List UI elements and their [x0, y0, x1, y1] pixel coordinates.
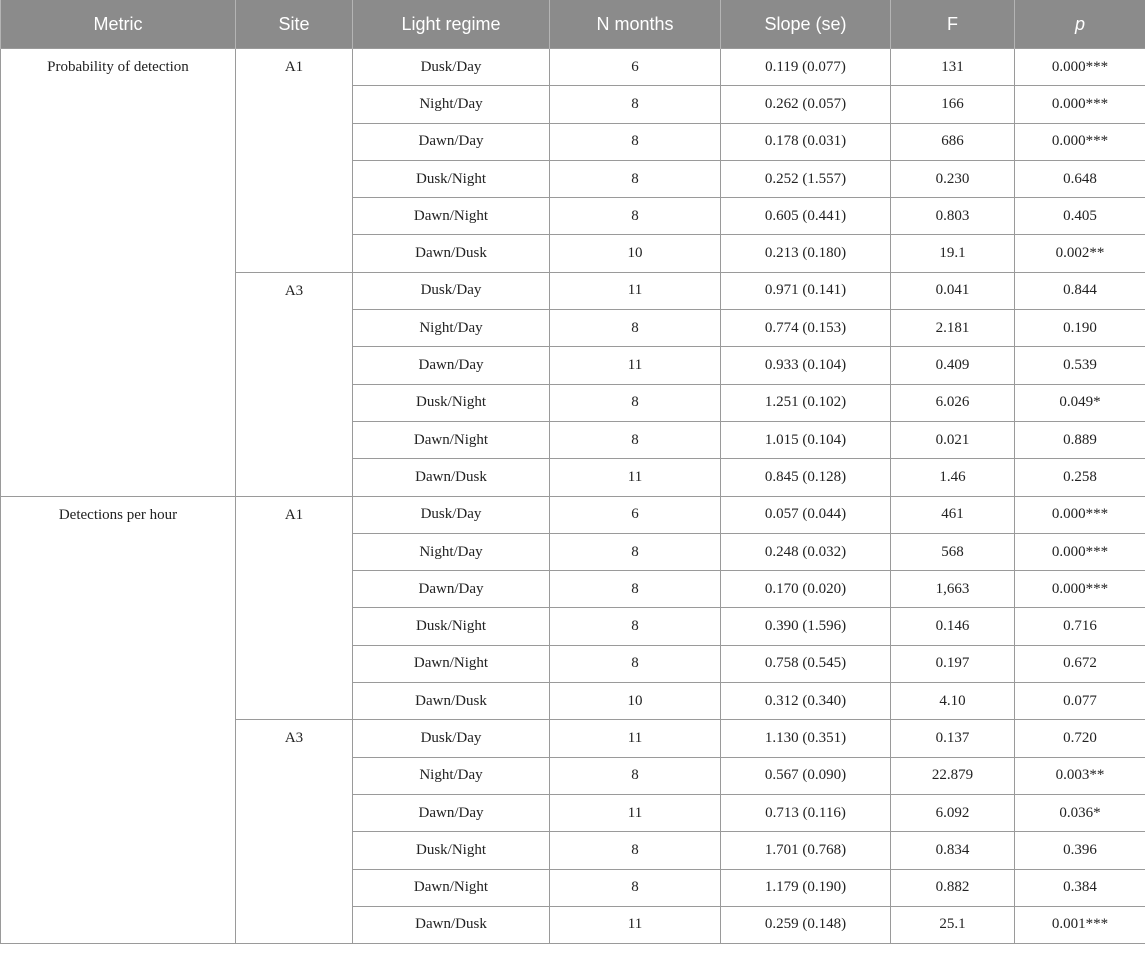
f-cell: 22.879	[891, 757, 1015, 794]
n-months-cell: 8	[550, 198, 721, 235]
light-regime-cell: Night/Day	[353, 310, 550, 347]
light-regime-cell: Dawn/Dusk	[353, 906, 550, 943]
f-cell: 0.409	[891, 347, 1015, 384]
slope-cell: 0.971 (0.141)	[721, 272, 891, 309]
n-months-cell: 8	[550, 571, 721, 608]
f-cell: 0.803	[891, 198, 1015, 235]
p-value-cell: 0.889	[1015, 421, 1145, 458]
n-months-cell: 11	[550, 906, 721, 943]
light-regime-cell: Dusk/Night	[353, 384, 550, 421]
n-months-cell: 6	[550, 49, 721, 86]
n-months-cell: 8	[550, 160, 721, 197]
table-row	[1, 49, 1145, 86]
header-n-months: N months	[550, 0, 721, 49]
f-cell: 131	[891, 49, 1015, 86]
slope-cell: 0.170 (0.020)	[721, 571, 891, 608]
header-slope: Slope (se)	[721, 0, 891, 49]
f-cell: 461	[891, 496, 1015, 533]
n-months-cell: 10	[550, 683, 721, 720]
slope-cell: 0.713 (0.116)	[721, 794, 891, 831]
n-months-cell: 8	[550, 86, 721, 123]
light-regime-cell: Dusk/Day	[353, 720, 550, 757]
slope-cell: 0.057 (0.044)	[721, 496, 891, 533]
f-cell: 2.181	[891, 310, 1015, 347]
header-row	[1, 0, 1145, 49]
n-months-cell: 11	[550, 459, 721, 496]
p-value-cell: 0.002**	[1015, 235, 1145, 272]
f-cell: 0.146	[891, 608, 1015, 645]
p-value-cell: 0.077	[1015, 683, 1145, 720]
f-cell: 568	[891, 533, 1015, 570]
p-value-cell: 0.190	[1015, 310, 1145, 347]
light-regime-cell: Dusk/Night	[353, 160, 550, 197]
n-months-cell: 8	[550, 421, 721, 458]
f-cell: 166	[891, 86, 1015, 123]
slope-cell: 0.119 (0.077)	[721, 49, 891, 86]
light-regime-cell: Dawn/Night	[353, 421, 550, 458]
f-cell: 0.137	[891, 720, 1015, 757]
n-months-cell: 8	[550, 533, 721, 570]
header-metric: Metric	[1, 0, 236, 49]
p-value-cell: 0.049*	[1015, 384, 1145, 421]
light-regime-cell: Dusk/Day	[353, 49, 550, 86]
light-regime-cell: Dawn/Night	[353, 645, 550, 682]
f-cell: 0.041	[891, 272, 1015, 309]
table-header	[1, 0, 1145, 49]
n-months-cell: 8	[550, 757, 721, 794]
p-value-cell: 0.384	[1015, 869, 1145, 906]
p-value-cell: 0.720	[1015, 720, 1145, 757]
p-value-cell: 0.396	[1015, 832, 1145, 869]
slope-cell: 1.701 (0.768)	[721, 832, 891, 869]
slope-cell: 0.567 (0.090)	[721, 757, 891, 794]
slope-cell: 1.251 (0.102)	[721, 384, 891, 421]
n-months-cell: 8	[550, 869, 721, 906]
slope-cell: 0.248 (0.032)	[721, 533, 891, 570]
n-months-cell: 8	[550, 384, 721, 421]
light-regime-cell: Dawn/Dusk	[353, 459, 550, 496]
site-cell: A1	[236, 496, 353, 720]
p-value-cell: 0.539	[1015, 347, 1145, 384]
p-value-cell: 0.844	[1015, 272, 1145, 309]
f-cell: 0.230	[891, 160, 1015, 197]
p-value-cell: 0.000***	[1015, 123, 1145, 160]
light-regime-cell: Dawn/Day	[353, 123, 550, 160]
site-cell: A3	[236, 272, 353, 496]
n-months-cell: 11	[550, 347, 721, 384]
header-light-regime: Light regime	[353, 0, 550, 49]
p-value-cell: 0.405	[1015, 198, 1145, 235]
n-months-cell: 10	[550, 235, 721, 272]
f-cell: 25.1	[891, 906, 1015, 943]
slope-cell: 0.178 (0.031)	[721, 123, 891, 160]
metric-cell: Probability of detection	[1, 49, 236, 497]
light-regime-cell: Dawn/Night	[353, 869, 550, 906]
slope-cell: 1.179 (0.190)	[721, 869, 891, 906]
slope-cell: 0.312 (0.340)	[721, 683, 891, 720]
n-months-cell: 11	[550, 794, 721, 831]
f-cell: 0.197	[891, 645, 1015, 682]
light-regime-cell: Night/Day	[353, 757, 550, 794]
p-value-cell: 0.000***	[1015, 86, 1145, 123]
slope-cell: 0.252 (1.557)	[721, 160, 891, 197]
p-value-cell: 0.648	[1015, 160, 1145, 197]
p-value-cell: 0.036*	[1015, 794, 1145, 831]
n-months-cell: 8	[550, 608, 721, 645]
site-cell: A1	[236, 49, 353, 273]
n-months-cell: 6	[550, 496, 721, 533]
p-value-cell: 0.672	[1015, 645, 1145, 682]
slope-cell: 0.390 (1.596)	[721, 608, 891, 645]
header-p: p	[1015, 0, 1145, 49]
n-months-cell: 11	[550, 720, 721, 757]
light-regime-cell: Dawn/Night	[353, 198, 550, 235]
table-row	[1, 496, 1145, 533]
f-cell: 686	[891, 123, 1015, 160]
light-regime-cell: Night/Day	[353, 533, 550, 570]
p-value-cell: 0.000***	[1015, 571, 1145, 608]
slope-cell: 0.845 (0.128)	[721, 459, 891, 496]
slope-cell: 1.015 (0.104)	[721, 421, 891, 458]
f-cell: 0.882	[891, 869, 1015, 906]
f-cell: 19.1	[891, 235, 1015, 272]
slope-cell: 1.130 (0.351)	[721, 720, 891, 757]
metric-cell: Detections per hour	[1, 496, 236, 944]
f-cell: 0.834	[891, 832, 1015, 869]
light-regime-cell: Dusk/Day	[353, 272, 550, 309]
slope-cell: 0.774 (0.153)	[721, 310, 891, 347]
f-cell: 0.021	[891, 421, 1015, 458]
light-regime-cell: Dawn/Day	[353, 794, 550, 831]
slope-cell: 0.259 (0.148)	[721, 906, 891, 943]
slope-cell: 0.933 (0.104)	[721, 347, 891, 384]
f-cell: 6.092	[891, 794, 1015, 831]
light-regime-cell: Dusk/Day	[353, 496, 550, 533]
n-months-cell: 8	[550, 832, 721, 869]
slope-cell: 0.213 (0.180)	[721, 235, 891, 272]
light-regime-cell: Dusk/Night	[353, 608, 550, 645]
light-regime-cell: Dawn/Day	[353, 347, 550, 384]
site-cell: A3	[236, 720, 353, 944]
light-regime-cell: Dusk/Night	[353, 832, 550, 869]
p-value-cell: 0.000***	[1015, 533, 1145, 570]
p-value-cell: 0.003**	[1015, 757, 1145, 794]
slope-cell: 0.605 (0.441)	[721, 198, 891, 235]
n-months-cell: 11	[550, 272, 721, 309]
p-value-cell: 0.000***	[1015, 496, 1145, 533]
p-value-cell: 0.001***	[1015, 906, 1145, 943]
light-regime-cell: Dawn/Dusk	[353, 683, 550, 720]
header-site: Site	[236, 0, 353, 49]
header-f: F	[891, 0, 1015, 49]
p-value-cell: 0.716	[1015, 608, 1145, 645]
f-cell: 1.46	[891, 459, 1015, 496]
p-value-cell: 0.258	[1015, 459, 1145, 496]
slope-cell: 0.262 (0.057)	[721, 86, 891, 123]
light-regime-cell: Dawn/Dusk	[353, 235, 550, 272]
n-months-cell: 8	[550, 645, 721, 682]
p-value-cell: 0.000***	[1015, 49, 1145, 86]
light-regime-cell: Night/Day	[353, 86, 550, 123]
table-body	[1, 49, 1145, 944]
slope-cell: 0.758 (0.545)	[721, 645, 891, 682]
n-months-cell: 8	[550, 123, 721, 160]
f-cell: 4.10	[891, 683, 1015, 720]
light-regime-cell: Dawn/Day	[353, 571, 550, 608]
n-months-cell: 8	[550, 310, 721, 347]
f-cell: 6.026	[891, 384, 1015, 421]
f-cell: 1,663	[891, 571, 1015, 608]
